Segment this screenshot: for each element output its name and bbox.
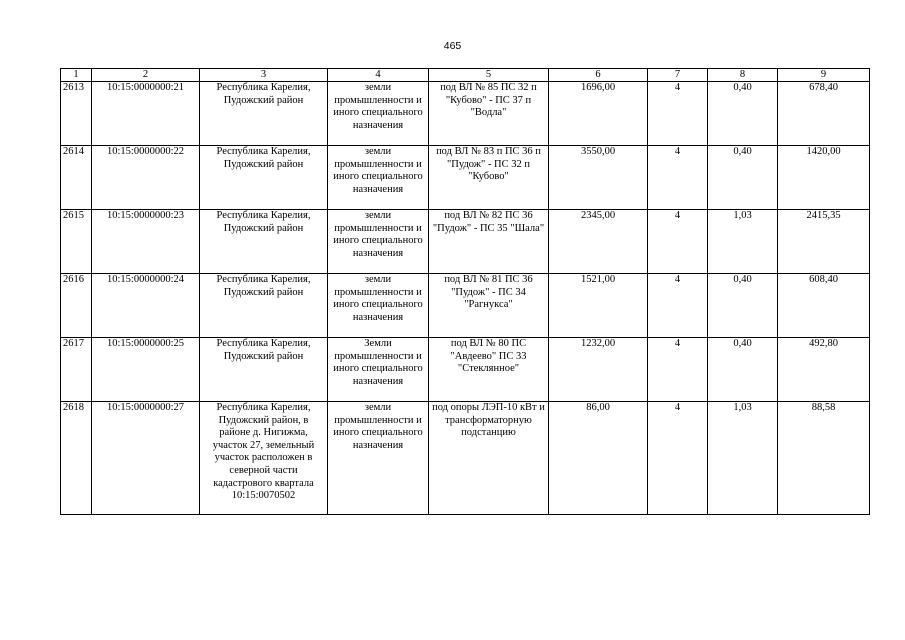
rate-cell: 0,40 [708,146,778,210]
location-cell: Республика Карелия, Пудожский район [200,274,328,338]
group-cell: 4 [648,82,708,146]
value-cell: 2415,35 [778,210,870,274]
permitted-use-cell: под ВЛ № 83 п ПС 36 п "Пудож" - ПС 32 п "Кубово" [429,146,549,210]
location-cell: Республика Карелия, Пудожский район [200,82,328,146]
value-cell: 678,40 [778,82,870,146]
table-row [61,338,870,402]
cadastral-number-cell: 10:15:0000000:23 [92,210,200,274]
location-cell: Республика Карелия, Пудожский район [200,146,328,210]
group-cell: 4 [648,210,708,274]
table-row [61,146,870,210]
location-cell: Республика Карелия, Пудожский район [200,338,328,402]
location-cell: Республика Карелия, Пудожский район [200,210,328,274]
row-number-cell: 2613 [61,82,92,146]
area-cell: 86,00 [549,402,648,515]
page-number: 465 [443,40,462,52]
land-category-cell: Земли промышленности и иного специального назначения [328,338,429,402]
cadastral-number-cell: 10:15:0000000:24 [92,274,200,338]
group-cell: 4 [648,338,708,402]
rate-cell: 0,40 [708,338,778,402]
row-number-cell: 2614 [61,146,92,210]
cadastral-number-cell: 10:15:0000000:27 [92,402,200,515]
area-cell: 1232,00 [549,338,648,402]
cadastral-number-cell: 10:15:0000000:25 [92,338,200,402]
column-header-3: 3 [200,69,328,82]
permitted-use-cell: под опоры ЛЭП-10 кВт и трансформаторную подстанцию [429,402,549,515]
permitted-use-cell: под ВЛ № 82 ПС 36 "Пудож" - ПС 35 "Шала" [429,210,549,274]
group-cell: 4 [648,274,708,338]
table-row [61,402,870,515]
rate-cell: 0,40 [708,82,778,146]
column-header-7: 7 [648,69,708,82]
land-category-cell: земли промышленности и иного специального назначения [328,210,429,274]
table-row [61,274,870,338]
land-registry-table [60,68,870,515]
row-number-cell: 2615 [61,210,92,274]
column-header-6: 6 [549,69,648,82]
value-cell: 492,80 [778,338,870,402]
column-header-8: 8 [708,69,778,82]
row-number-cell: 2616 [61,274,92,338]
table-header-row [61,69,870,82]
land-category-cell: земли промышленности и иного специального назначения [328,274,429,338]
column-header-1: 1 [61,69,92,82]
row-number-cell: 2618 [61,402,92,515]
rate-cell: 0,40 [708,274,778,338]
row-number-cell: 2617 [61,338,92,402]
rate-cell: 1,03 [708,210,778,274]
area-cell: 1521,00 [549,274,648,338]
area-cell: 3550,00 [549,146,648,210]
value-cell: 1420,00 [778,146,870,210]
value-cell: 608,40 [778,274,870,338]
cadastral-number-cell: 10:15:0000000:21 [92,82,200,146]
location-cell: Республика Карелия, Пудожский район, в районе д. Нигижма, участок 27, земельный участок расположен в северной части кадастрового квартала 10:15:0070502 [200,402,328,515]
permitted-use-cell: под ВЛ № 81 ПС 36 "Пудож" - ПС 34 "Рагнукса" [429,274,549,338]
column-header-4: 4 [328,69,429,82]
group-cell: 4 [648,402,708,515]
rate-cell: 1,03 [708,402,778,515]
column-header-9: 9 [778,69,870,82]
permitted-use-cell: под ВЛ № 85 ПС 32 п "Кубово" - ПС 37 п "Водла" [429,82,549,146]
land-category-cell: земли промышленности и иного специального назначения [328,146,429,210]
area-cell: 1696,00 [549,82,648,146]
table-row [61,210,870,274]
column-header-2: 2 [92,69,200,82]
value-cell: 88,58 [778,402,870,515]
area-cell: 2345,00 [549,210,648,274]
land-category-cell: земли промышленности и иного специального назначения [328,82,429,146]
group-cell: 4 [648,146,708,210]
land-category-cell: земли промышленности и иного специального назначения [328,402,429,515]
table-row [61,82,870,146]
column-header-5: 5 [429,69,549,82]
permitted-use-cell: под ВЛ № 80 ПС "Авдеево" ПС 33 "Стеклянное" [429,338,549,402]
cadastral-number-cell: 10:15:0000000:22 [92,146,200,210]
